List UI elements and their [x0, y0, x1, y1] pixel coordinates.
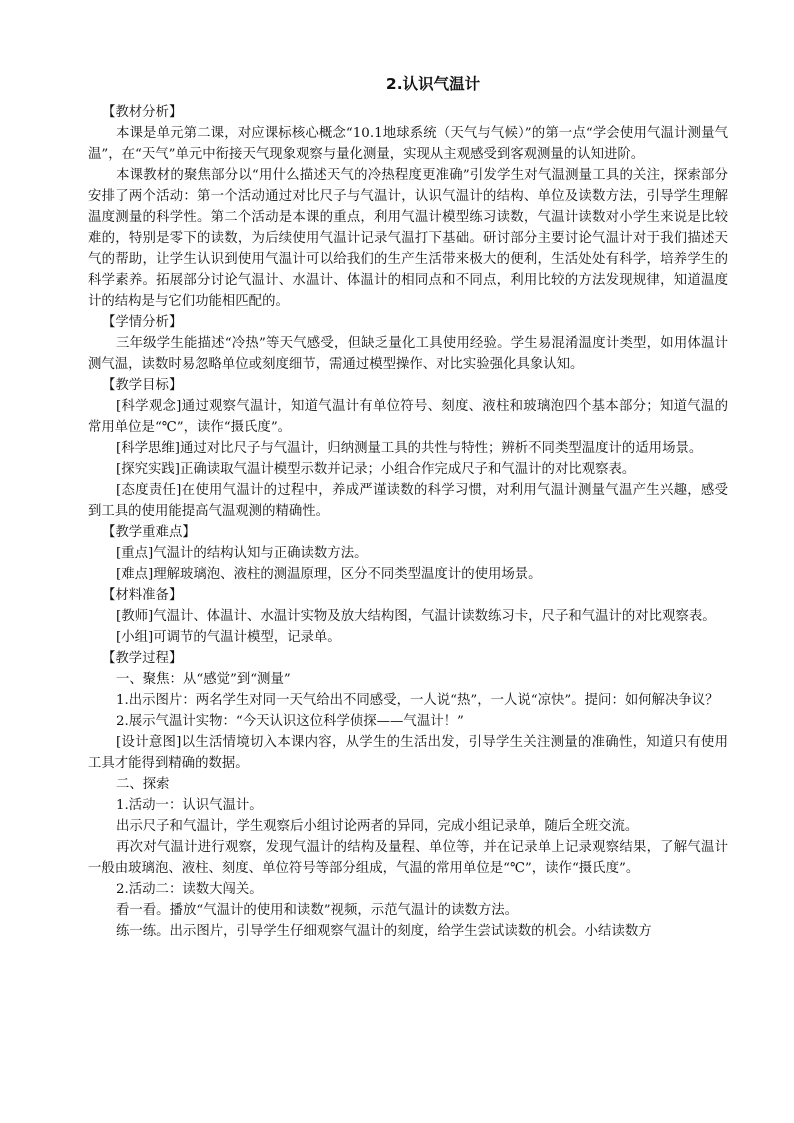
- paragraph: [探究实践]正确读取气温计模型示数并记录；小组合作完成尺子和气温计的对比观察表。: [116, 462, 636, 477]
- paragraph: 出示尺子和气温计，学生观察后小组讨论两者的异同，完成小组记录单，随后全班交流。: [116, 819, 639, 834]
- section-heading: 【教材分析】: [102, 105, 183, 120]
- paragraph: [小组]可调节的气温计模型，记录单。: [116, 630, 341, 645]
- document-body: [88, 102, 728, 942]
- paragraph: 二、探索: [116, 777, 170, 792]
- paragraph: [重点]气温计的结构认知与正确读数方法。: [116, 546, 368, 561]
- paragraph: [难点]理解玻璃泡、液柱的测温原理，区分不同类型温度计的使用场景。: [116, 567, 542, 582]
- document-page: [88, 72, 728, 942]
- section-heading: 【学情分析】: [102, 315, 183, 330]
- paragraph: 1.活动一：认识气温计。: [116, 798, 263, 813]
- page-title: 2.认识气温计: [385, 75, 481, 93]
- paragraph: 练一练。出示图片，引导学生仔细观察气温计的刻度，给学生尝试读数的机会。小结读数方: [116, 924, 652, 939]
- paragraph: 2.展示气温计实物：“今天认识这位科学侦探——气温计！”: [116, 714, 464, 729]
- paragraph: 看一看。播放“气温计的使用和读数”视频，示范气温计的读数方法。: [116, 903, 519, 918]
- paragraph: [态度责任]在使用气温计的过程中，养成严谨读数的科学习惯，对利用气温计测量气温产生兴趣，感受到工具的使用能提高气温观测的精确性。: [88, 483, 728, 519]
- paragraph: 三年级学生能描述“冷热”等天气感受，但缺乏量化工具使用经验。学生易混淆温度计类型，如用体温计测气温，读数时易忽略单位或刻度细节，需通过模型操作、对比实验强化具象认知。: [88, 336, 728, 372]
- paragraph: [科学思维]通过对比尺子与气温计，归纳测量工具的共性与特性；辨析不同类型温度计的适用场景。: [116, 441, 703, 456]
- paragraph: [设计意图]以生活情境切入本课内容，从学生的生活出发，引导学生关注测量的准确性，知道只有使用工具才能得到精确的数据。: [88, 735, 728, 771]
- section-heading: 【教学过程】: [102, 651, 183, 666]
- paragraph: 一、聚焦：从“感觉”到“测量”: [116, 672, 291, 687]
- paragraph: 本课教材的聚焦部分以“用什么描述天气的冷热程度更准确”引发学生对气温测量工具的关注，探索部分安排了两个活动：第一个活动通过对比尺子与气温计，认识气温计的结构、单位及读数方法，引导学生理解温度测量的科学性。第二个活动是本课的重点，利用气温计模型练习读数，气温计读数对小学生来说是比较难的，特别是零下的读数，为后续使用气温计记录气温打下基础。研讨部分主要讨论气温计对于我们描述天气的帮助，让学生认识到使用气温计可以给我们的生产生活带来极大的便利，生活处处有科学，培养学生的科学素养。拓展部分讨论气温计、水温计、体温计的相同点和不同点，利用比较的方法发现规律，知道温度计的结构是与它们功能相匹配的。: [88, 168, 728, 309]
- section-heading: 【材料准备】: [102, 588, 183, 603]
- paragraph: [教师]气温计、体温计、水温计实物及放大结构图，气温计读数练习卡，尺子和气温计的对比观察表。: [116, 609, 716, 624]
- paragraph: [科学观念]通过观察气温计，知道气温计有单位符号、刻度、液柱和玻璃泡四个基本部分；知道气温的常用单位是“℃”，读作“摄氏度”。: [88, 399, 728, 435]
- paragraph: 再次对气温计进行观察，发现气温计的结构及量程、单位等，并在记录单上记录观察结果，了解气温计一般由玻璃泡、液柱、刻度、单位符号等部分组成，气温的常用单位是“℃”，读作“摄氏度”。: [88, 840, 728, 876]
- paragraph: 1.出示图片：两名学生对同一天气给出不同感受，一人说“热”，一人说“凉快”。提问：如何解决争议？: [116, 693, 719, 708]
- section-heading: 【教学目标】: [102, 378, 183, 393]
- paragraph: 2.活动二：读数大闯关。: [116, 882, 263, 897]
- paragraph: 本课是单元第二课，对应课标核心概念“10.1地球系统（天气与气候）”的第一点“学会使用气温计测量气温”，在“天气”单元中衔接天气现象观察与量化测量，实现从主观感受到客观测量的认知进阶。: [88, 126, 728, 162]
- section-heading: 【教学重难点】: [102, 525, 196, 540]
